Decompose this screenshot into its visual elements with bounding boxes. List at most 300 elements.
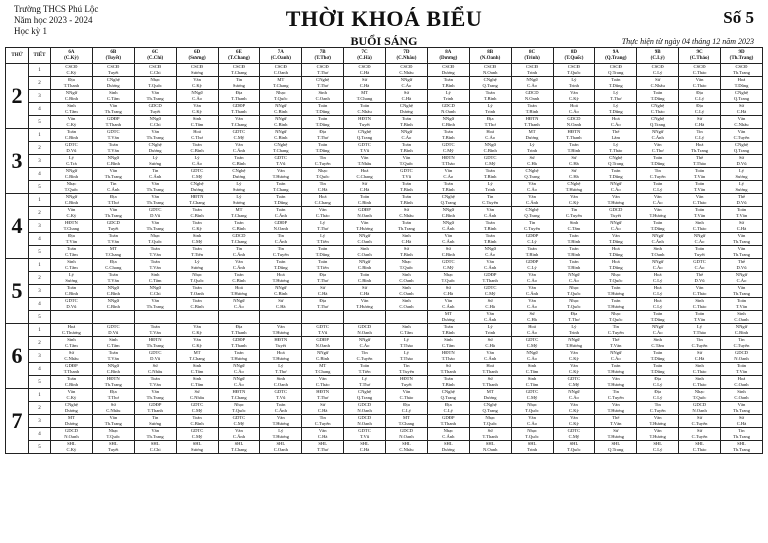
- teacher: C.Kỳ: [569, 421, 579, 426]
- teacher: C.Oanh: [357, 239, 372, 244]
- subject: Sử: [445, 285, 451, 291]
- subject: Toán: [695, 207, 705, 213]
- homeroom-teacher: (Th.Trang): [729, 55, 754, 61]
- subject: GDĐP: [107, 116, 120, 122]
- teacher: C.Ảo: [527, 83, 537, 88]
- teacher: C.Ảo: [527, 187, 537, 192]
- class-code: 7A: [277, 49, 284, 55]
- period-number: 3: [29, 415, 51, 428]
- subject: Văn: [109, 168, 118, 174]
- schedule-cell: [386, 311, 428, 324]
- schedule-cell: [427, 350, 469, 363]
- teacher: C.Ánh: [442, 226, 455, 231]
- schedule-cell: [386, 129, 428, 142]
- teacher: T.Tiến: [191, 252, 203, 257]
- subject: Địa: [319, 272, 326, 278]
- schedule-cell: [260, 194, 302, 207]
- subject: HĐTN: [232, 389, 246, 395]
- subject: Toán: [443, 324, 453, 330]
- teacher: C.Nhâu: [650, 83, 665, 88]
- schedule-cell: [302, 207, 344, 220]
- teacher: T.Thanh: [231, 330, 247, 335]
- teacher: C.Nhâu: [189, 395, 205, 400]
- subject: Toán: [108, 233, 118, 239]
- subject: Tin: [738, 428, 745, 434]
- schedule-cell: [176, 116, 218, 129]
- teacher: C.Ảo: [736, 278, 747, 283]
- teacher: C.Bình: [357, 278, 372, 283]
- period-number: 1: [29, 389, 51, 402]
- teacher: C.Lý: [694, 96, 705, 101]
- subject: Sinh: [360, 246, 369, 252]
- subject: Hoá: [653, 298, 662, 304]
- teacher: T.Văn: [735, 304, 748, 309]
- schedule-cell: [553, 311, 595, 324]
- subject: Văn: [444, 168, 453, 174]
- teacher: C.Bình: [274, 122, 288, 127]
- teacher: D.Vũ: [736, 200, 747, 205]
- teacher: Tuyết: [401, 382, 412, 387]
- schedule-cell: [302, 181, 344, 194]
- schedule-cell: [637, 155, 679, 168]
- teacher: C.Ánh: [274, 239, 287, 244]
- schedule-cell: [134, 259, 176, 272]
- teacher: T.Hương: [230, 356, 248, 361]
- teacher: Th.Trang: [104, 382, 122, 387]
- schedule-cell: [51, 285, 93, 298]
- schedule-cell: [260, 168, 302, 181]
- subject: Toán: [150, 246, 160, 252]
- schedule-cell: [386, 77, 428, 90]
- teacher: T.Vũ: [359, 434, 370, 439]
- teacher: Th.Trang: [732, 434, 751, 439]
- schedule-cell: [469, 64, 511, 77]
- schedule-cell: [176, 194, 218, 207]
- teacher: C.Lý: [527, 239, 537, 244]
- teacher: T.Hương: [356, 226, 373, 231]
- teacher: C.Tâm: [525, 382, 539, 387]
- teacher: T.Thơ: [317, 395, 329, 400]
- subject: CNghệ: [190, 181, 204, 187]
- subject: GDTC: [274, 389, 288, 395]
- teacher: C.Tuyến: [733, 343, 750, 348]
- schedule-cell: [679, 402, 721, 415]
- subject: Địa: [654, 389, 661, 395]
- subject: Văn: [193, 337, 201, 343]
- teacher: T.Thơ: [317, 304, 329, 309]
- teacher: T.Thanh: [524, 122, 540, 127]
- schedule-cell: [469, 194, 511, 207]
- schedule-cell: [721, 64, 763, 77]
- schedule-cell: [260, 389, 302, 402]
- teacher: C.Ánh: [651, 135, 664, 140]
- subject: Sinh: [695, 298, 704, 304]
- schedule-cell: [637, 103, 679, 116]
- schedule-cell: [176, 259, 218, 272]
- subject: HĐTN: [525, 116, 539, 122]
- schedule-cell: [51, 207, 93, 220]
- schedule-cell: [218, 272, 260, 285]
- subject: GDTC: [190, 402, 204, 408]
- teacher: Th.Trang: [691, 148, 709, 153]
- subject: Toán: [192, 415, 202, 421]
- schedule-cell: [176, 168, 218, 181]
- teacher: Trinh: [568, 83, 579, 88]
- schedule-cell: [469, 129, 511, 142]
- subject: Sinh: [67, 259, 76, 265]
- subject: Toán: [192, 220, 202, 226]
- class-code: 9A: [612, 49, 619, 55]
- subject: CNghệ: [316, 77, 330, 83]
- schedule-cell: [511, 324, 553, 337]
- teacher: C.Mỹ: [191, 434, 203, 439]
- subject: Sinh: [192, 233, 202, 239]
- period-row: [6, 168, 763, 181]
- subject: CNghệ: [525, 207, 539, 213]
- schedule-cell: [260, 324, 302, 337]
- schedule-cell: [469, 376, 511, 389]
- teacher: Tuyết: [149, 109, 161, 114]
- teacher: T.Chang: [231, 70, 247, 75]
- schedule-cell: [218, 363, 260, 376]
- teacher: C.Ánh: [484, 265, 497, 270]
- subject: GDCD: [232, 233, 246, 239]
- teacher: C.Ảo: [359, 343, 370, 348]
- subject: NNgữ: [651, 129, 664, 135]
- teacher: Q.Trang: [733, 148, 750, 153]
- teacher: T.Bình: [483, 226, 497, 231]
- subject: MT: [67, 415, 75, 421]
- schedule-cell: [92, 64, 134, 77]
- subject: Sinh: [695, 363, 704, 369]
- schedule-cell: [344, 155, 386, 168]
- teacher: C.Ảo: [610, 356, 621, 361]
- schedule-cell: [92, 207, 134, 220]
- teacher: C.Mỹ: [568, 434, 580, 439]
- teacher: C.Oanh: [357, 252, 372, 257]
- schedule-cell: [218, 194, 260, 207]
- teacher: T.Thảo: [441, 161, 455, 166]
- teacher: Th.Trang: [146, 343, 164, 348]
- subject: NNgữ: [400, 77, 413, 83]
- subject: Toán: [736, 363, 747, 369]
- subject: GDCD: [106, 220, 120, 226]
- teacher: C.Kỳ: [569, 369, 579, 374]
- subject: SHL: [192, 441, 202, 447]
- subject: Sử: [738, 415, 745, 421]
- teacher: T.Vũ: [276, 161, 286, 166]
- subject: Hoá: [486, 363, 495, 369]
- schedule-cell: [386, 116, 428, 129]
- subject: Văn: [528, 272, 536, 278]
- subject: Văn: [528, 181, 536, 187]
- subject: HĐTN: [441, 155, 455, 161]
- teacher: C.Chang: [105, 265, 122, 270]
- subject: Tin: [654, 168, 661, 174]
- teacher: T.Vũ: [359, 148, 370, 153]
- subject: Văn: [151, 129, 160, 135]
- teacher: C.Ảo: [443, 174, 454, 179]
- subject: Văn: [611, 376, 620, 382]
- subject: CNghệ: [232, 168, 246, 174]
- schedule-cell: [51, 415, 93, 428]
- subject: GDTC: [65, 142, 78, 148]
- schedule-cell: [427, 181, 469, 194]
- teacher: T.Bình: [483, 96, 497, 101]
- schedule-cell: [721, 428, 763, 441]
- teacher: C.Mỹ: [568, 382, 580, 387]
- schedule-cell: [511, 402, 553, 415]
- subject: Nhạc: [317, 168, 328, 174]
- teacher: Dương: [441, 317, 455, 322]
- teacher: Th.Trang: [732, 408, 751, 413]
- schedule-cell: [427, 389, 469, 402]
- schedule-cell: [679, 428, 721, 441]
- schedule-cell: [469, 259, 511, 272]
- period-number: 3: [29, 350, 51, 363]
- schedule-cell: [302, 233, 344, 246]
- teacher: T.Thơ: [317, 135, 329, 140]
- teacher: T.Chang: [356, 96, 373, 101]
- teacher: C.Oanh: [399, 304, 414, 309]
- schedule-cell: [134, 194, 176, 207]
- subject: Văn: [318, 376, 327, 382]
- subject: Toán: [443, 77, 453, 83]
- schedule-cell: [679, 116, 721, 129]
- class-header: [427, 48, 469, 64]
- schedule-cell: [595, 350, 637, 363]
- schedule-cell: [637, 376, 679, 389]
- teacher: T.Hương: [272, 174, 290, 179]
- schedule-cell: [386, 220, 428, 233]
- schedule-cell: [218, 155, 260, 168]
- schedule-cell: [553, 103, 595, 116]
- teacher: N.Oanh: [441, 109, 456, 114]
- teacher: T.Thơ: [275, 369, 287, 374]
- subject: Toán: [401, 116, 411, 122]
- subject: Văn: [570, 350, 578, 356]
- teacher: C.Hà: [317, 187, 328, 192]
- schedule-cell: [637, 233, 679, 246]
- schedule-cell: [344, 116, 386, 129]
- subject: NNgữ: [735, 324, 748, 330]
- period-number: 4: [29, 363, 51, 376]
- period-number: 3: [29, 155, 51, 168]
- subject: CSCĐ: [693, 64, 706, 70]
- subject: Toán: [234, 220, 244, 226]
- schedule-cell: [302, 402, 344, 415]
- schedule-cell: [386, 194, 428, 207]
- teacher: T.Hương: [607, 200, 625, 205]
- schedule-cell: [92, 181, 134, 194]
- subject: Địa: [696, 90, 703, 96]
- schedule-cell: [176, 64, 218, 77]
- subject: Sử: [613, 428, 619, 434]
- subject: Toán: [318, 259, 328, 265]
- subject: CNghệ: [399, 103, 413, 109]
- homeroom-teacher: (Sương): [188, 55, 206, 61]
- subject: GDTC: [232, 129, 246, 135]
- subject: Văn: [486, 311, 495, 317]
- teacher: C.Ảo: [527, 356, 537, 361]
- teacher: Dương: [525, 135, 539, 140]
- applied-date: Thực hiện từ ngày 04 tháng 12 năm 2023: [621, 37, 754, 46]
- subject: Văn: [570, 363, 578, 369]
- subject: MT: [193, 350, 201, 356]
- timetable-body: [6, 64, 763, 454]
- schedule-cell: [427, 168, 469, 181]
- subject: GDĐP: [525, 233, 539, 239]
- teacher: C.Hà: [276, 304, 286, 309]
- schedule-cell: [595, 233, 637, 246]
- subject: GDTC: [693, 259, 706, 265]
- teacher: T.Chang: [398, 421, 415, 426]
- schedule-cell: [637, 363, 679, 376]
- teacher: T.Quốc: [64, 187, 79, 192]
- teacher: Q.Trang: [608, 161, 624, 166]
- schedule-cell: [386, 389, 428, 402]
- teacher: T.Hương: [607, 304, 625, 309]
- schedule-cell: [595, 64, 637, 77]
- subject: Sử: [278, 298, 284, 304]
- subject: Toán: [611, 298, 621, 304]
- subject: Sử: [403, 246, 409, 252]
- schedule-cell: [511, 142, 553, 155]
- subject: NNgữ: [275, 103, 287, 109]
- subject: GDCD: [64, 428, 78, 434]
- schedule-cell: [469, 441, 511, 454]
- schedule-cell: [511, 181, 553, 194]
- teacher: T.Thanh: [63, 369, 80, 374]
- teacher: Th.Trang: [146, 434, 164, 439]
- schedule-cell: [218, 64, 260, 77]
- teacher: N.Oanh: [482, 70, 498, 75]
- schedule-cell: [51, 376, 93, 389]
- schedule-cell: [553, 77, 595, 90]
- teacher: T.Chang: [189, 200, 205, 205]
- teacher: Th.Trang: [104, 421, 122, 426]
- subject: CSCĐ: [735, 64, 748, 70]
- schedule-cell: [679, 415, 721, 428]
- teacher: T.Văn: [610, 421, 622, 426]
- teacher: T.Thơ: [317, 83, 329, 88]
- teacher: Tuyết: [108, 226, 119, 231]
- teacher: Dương: [190, 187, 204, 192]
- subject: Nhạc: [401, 259, 412, 265]
- schedule-cell: [469, 168, 511, 181]
- teacher: Q.Trang: [608, 447, 624, 452]
- subject: Sinh: [695, 376, 704, 382]
- subject: Toán: [695, 181, 705, 187]
- schedule-cell: [386, 441, 428, 454]
- schedule-cell: [134, 402, 176, 415]
- subject: Toán: [695, 311, 705, 317]
- teacher: T.Hương: [230, 291, 248, 296]
- subject: GDTC: [190, 168, 204, 174]
- teacher: N.Oanh: [357, 330, 372, 335]
- schedule-cell: [427, 142, 469, 155]
- subject: GDCD: [358, 324, 372, 330]
- subject: Văn: [528, 194, 536, 200]
- teacher: T.Văn: [107, 135, 119, 140]
- teacher: C.Mỹ: [484, 161, 496, 166]
- schedule-cell: [344, 376, 386, 389]
- teacher: T.Văn: [107, 356, 119, 361]
- class-header: [176, 48, 218, 64]
- teacher: T.Thanh: [440, 421, 456, 426]
- schedule-cell: [92, 337, 134, 350]
- teacher: T.Quốc: [609, 278, 623, 283]
- subject: SHL: [569, 441, 579, 447]
- class-header: [92, 48, 134, 64]
- schedule-cell: [511, 207, 553, 220]
- schedule-cell: [344, 324, 386, 337]
- subject: Lý: [320, 233, 326, 239]
- class-header: [51, 48, 93, 64]
- subject: NNgữ: [693, 233, 706, 239]
- schedule-cell: [260, 233, 302, 246]
- schedule-cell: [469, 155, 511, 168]
- period-row: [6, 376, 763, 389]
- teacher: Q.Trang: [524, 174, 540, 179]
- teacher: C.Trà: [66, 161, 77, 166]
- subject: Sử: [487, 298, 493, 304]
- class-code: 7C: [361, 49, 368, 55]
- subject: Văn: [528, 415, 536, 421]
- subject: Văn: [570, 194, 578, 200]
- timetable: [5, 47, 763, 454]
- subject: GDTC: [358, 428, 371, 434]
- subject: NNgữ: [651, 233, 664, 239]
- subject: NNgữ: [316, 350, 329, 356]
- schedule-cell: [134, 337, 176, 350]
- schedule-cell: [679, 311, 721, 324]
- teacher: Sương: [232, 83, 245, 88]
- schedule-cell: [469, 116, 511, 129]
- schedule-cell: [511, 350, 553, 363]
- schedule-cell: [51, 168, 93, 181]
- schedule-cell: [721, 181, 763, 194]
- subject: Thể: [612, 129, 620, 135]
- schedule-cell: [260, 337, 302, 350]
- teacher: C.Bình: [357, 200, 372, 205]
- teacher: C.Thảo: [692, 304, 707, 309]
- teacher: N.Oanh: [357, 408, 372, 413]
- subject: Toán: [108, 142, 118, 148]
- subject: GDTC: [274, 155, 288, 161]
- teacher: Trinh: [527, 70, 538, 75]
- schedule-cell: [92, 168, 134, 181]
- teacher: C.Ánh: [232, 252, 245, 257]
- subject: Văn: [235, 259, 243, 265]
- subject: Tin: [487, 194, 494, 200]
- teacher: Th.Trang: [104, 213, 122, 218]
- schedule-cell: [92, 272, 134, 285]
- teacher: T.Hương: [272, 278, 290, 283]
- schedule-cell: [427, 220, 469, 233]
- schedule-cell: [386, 272, 428, 285]
- schedule-cell: [176, 311, 218, 324]
- schedule-cell: [134, 272, 176, 285]
- schedule-cell: [386, 155, 428, 168]
- homeroom-teacher: (C.Nhâu): [396, 55, 417, 61]
- teacher: N.Oanh: [357, 421, 372, 426]
- subject: Toán: [192, 246, 202, 252]
- subject: Thể: [612, 415, 620, 421]
- teacher: C.Ảo: [401, 135, 412, 140]
- teacher: Sương: [149, 161, 162, 166]
- subject: SHL: [150, 441, 160, 447]
